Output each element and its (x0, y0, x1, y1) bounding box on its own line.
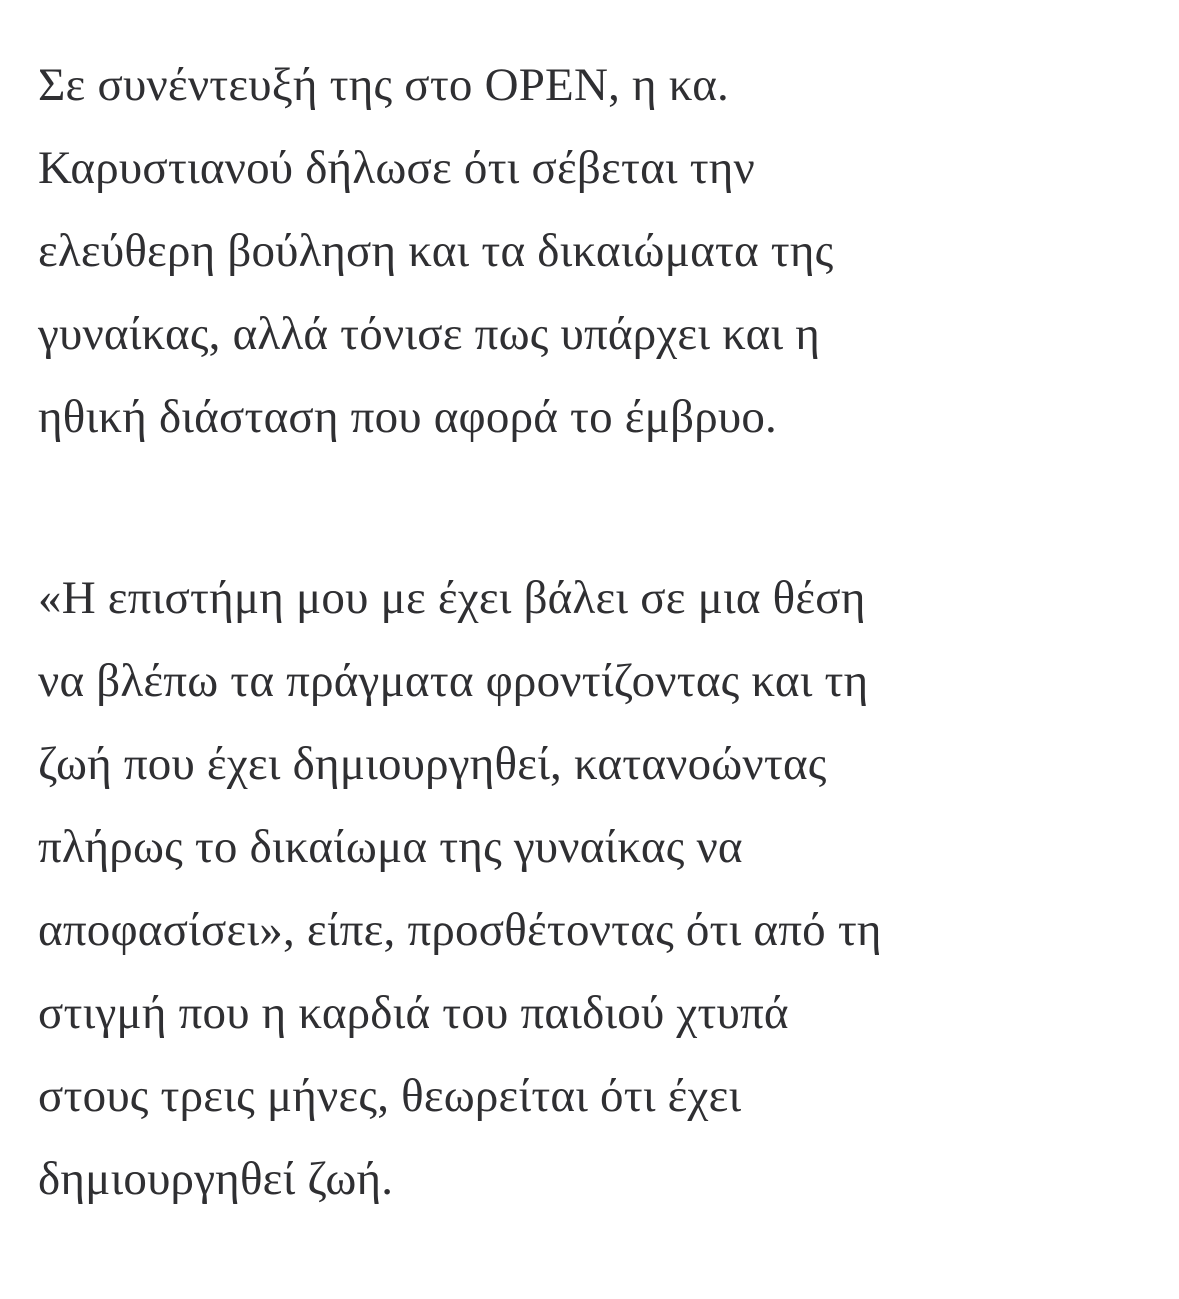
text-line: «Η επιστήμη μου με έχει βάλει σε μια θέση (38, 572, 866, 624)
text-line: ελεύθερη βούληση και τα δικαιώματα της (38, 225, 834, 277)
text-line: Σε συνέντευξή της στο OPEN, η κα. (38, 59, 729, 111)
text-line: να βλέπω τα πράγματα φροντίζοντας και τη (38, 655, 869, 707)
text-line: ηθική διάσταση που αφορά το έμβρυο. (38, 391, 777, 443)
text-line: πλήρως το δικαίωμα της γυναίκας να (38, 821, 743, 873)
text-line: δημιουργηθεί ζωή. (38, 1153, 394, 1205)
article-paragraph (38, 44, 1149, 459)
text-line: γυναίκας, αλλά τόνισε πως υπάρχει και η (38, 308, 821, 360)
text-line: αποφασίσει», είπε, προσθέτοντας ότι από τη (38, 904, 882, 956)
text-line: στιγμή που η καρδιά του παιδιού χτυπά (38, 987, 789, 1039)
article-paragraph (38, 557, 1149, 1221)
text-line: στους τρεις μήνες, θεωρείται ότι έχει (38, 1070, 742, 1122)
text-line: ζωή που έχει δημιουργηθεί, κατανοώντας (38, 738, 827, 790)
text-line: Καρυστιανού δήλωσε ότι σέβεται την (38, 142, 756, 194)
